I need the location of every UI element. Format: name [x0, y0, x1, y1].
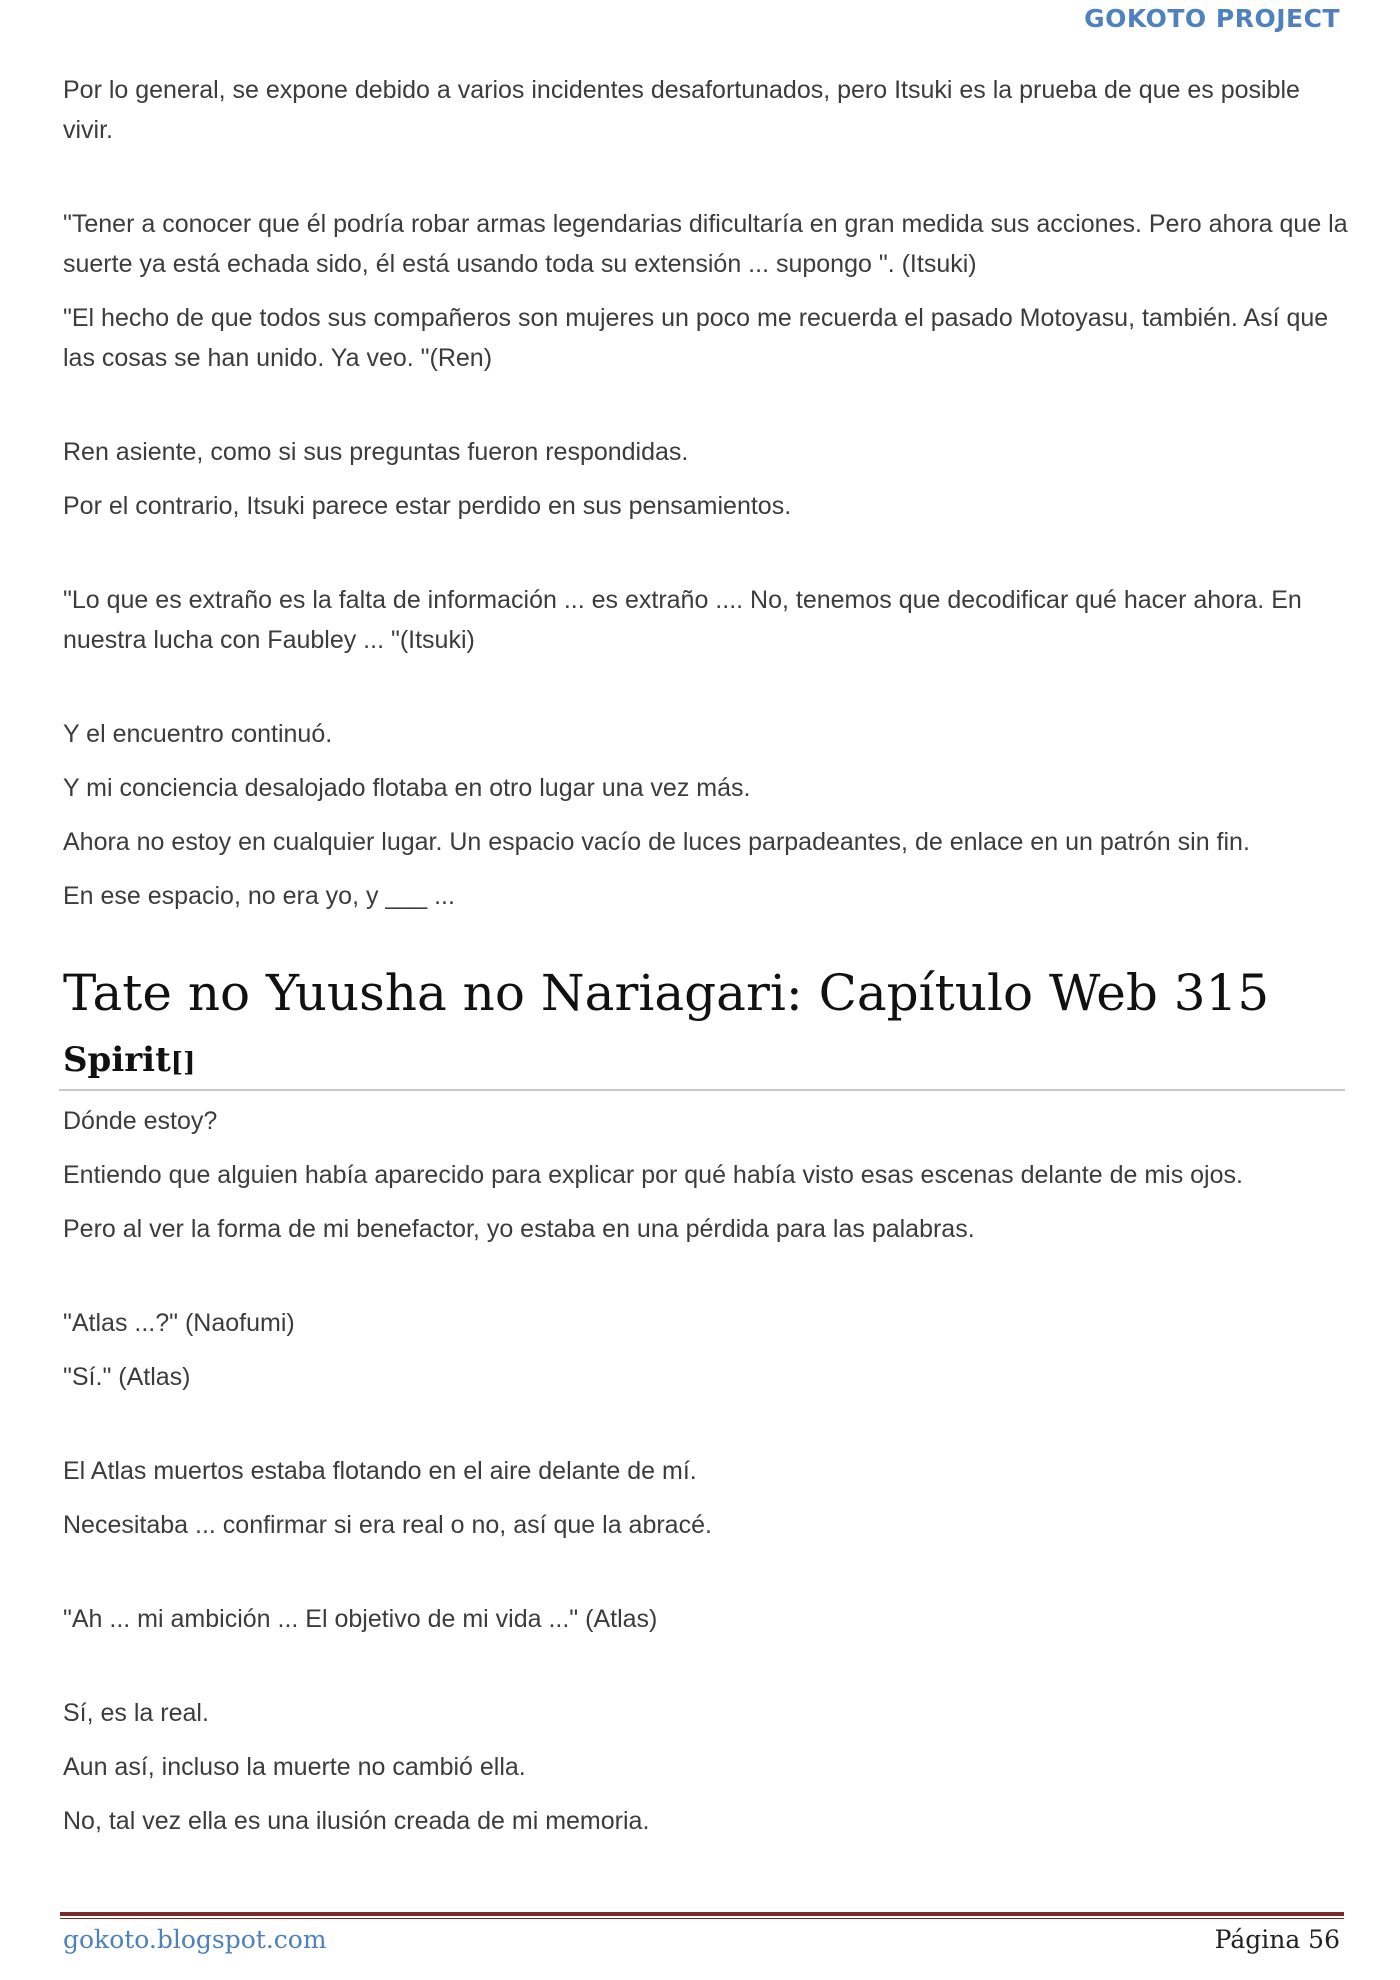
paragraph: Pero al ver la forma de mi benefactor, yo estaba en una pérdida para las palabras. [63, 1215, 975, 1243]
paragraph-gap [63, 392, 1348, 432]
document-body [63, 70, 1348, 1855]
section-title [59, 1036, 1345, 1091]
paragraph: El Atlas muertos estaba flotando en el aire delante de mí. [63, 1457, 697, 1485]
paragraph: No, tal vez ella es una ilusión creada de mi memoria. [63, 1807, 650, 1835]
paragraph-gap [63, 1263, 1348, 1303]
paragraph-gap [63, 1559, 1348, 1599]
paragraph: Por lo general, se expone debido a varios incidentes desafortunados, pero Itsuki es la prueba de que es posible vivir. [63, 76, 1300, 144]
paragraph: Sí, es la real. [63, 1699, 209, 1727]
section-title-text: Spirit [63, 1040, 171, 1080]
paragraph-gap [63, 540, 1348, 580]
paragraph: Por el contrario, Itsuki parece estar perdido en sus pensamientos. [63, 492, 792, 520]
footer-site-link[interactable]: gokoto.blogspot.com [63, 1925, 327, 1954]
paragraph: "Sí." (Atlas) [63, 1363, 191, 1391]
footer-divider [60, 1912, 1344, 1919]
section-anchor-link[interactable]: [] [170, 1048, 196, 1078]
paragraph-gap [63, 1411, 1348, 1451]
paragraph-gap [63, 1653, 1348, 1693]
paragraph: "Lo que es extraño es la falta de información ... es extraño .... No, tenemos que decodificar qué hacer ahora. En nuestra lucha con Faubley ... "(Itsuki) [63, 586, 1302, 654]
paragraph: En ese espacio, no era yo, y ___ ... [63, 882, 455, 910]
paragraph: "El hecho de que todos sus compañeros son mujeres un poco me recuerda el pasado Motoyasu, también. Así que las cosas se han unido. Ya veo. "(Ren) [63, 304, 1329, 372]
paragraph: "Ah ... mi ambición ... El objetivo de mi vida ..." (Atlas) [63, 1605, 658, 1633]
heading-gap [63, 1091, 1348, 1101]
paragraph: Ahora no estoy en cualquier lugar. Un espacio vacío de luces parpadeantes, de enlace en un patrón sin fin. [63, 828, 1250, 856]
chapter-title: Tate no Yuusha no Nariagari: Capítulo Web 315 [63, 964, 1270, 1022]
paragraph: "Tener a conocer que él podría robar armas legendarias dificultaría en gran medida sus acciones. Pero ahora que la suerte ya está echada sido, él está usando toda su extensión ... supongo ". (Itsuki) [63, 210, 1348, 278]
paragraph: Entiendo que alguien había aparecido para explicar por qué había visto esas escenas delante de mis ojos. [63, 1161, 1243, 1189]
page-number: Página 56 [1214, 1925, 1340, 1954]
header-brand: GOKOTO PROJECT [1084, 4, 1340, 33]
paragraph: Ren asiente, como si sus preguntas fueron respondidas. [63, 438, 689, 466]
paragraph: "Atlas ...?" (Naofumi) [63, 1309, 295, 1337]
paragraph: Dónde estoy? [63, 1107, 218, 1135]
paragraph: Y el encuentro continuó. [63, 720, 333, 748]
paragraph: Aun así, incluso la muerte no cambió ella. [63, 1753, 526, 1781]
paragraph: Y mi conciencia desalojado flotaba en otro lugar una vez más. [63, 774, 751, 802]
paragraph-gap [63, 674, 1348, 714]
paragraph-gap [63, 164, 1348, 204]
paragraph: Necesitaba ... confirmar si era real o no, así que la abracé. [63, 1511, 712, 1539]
